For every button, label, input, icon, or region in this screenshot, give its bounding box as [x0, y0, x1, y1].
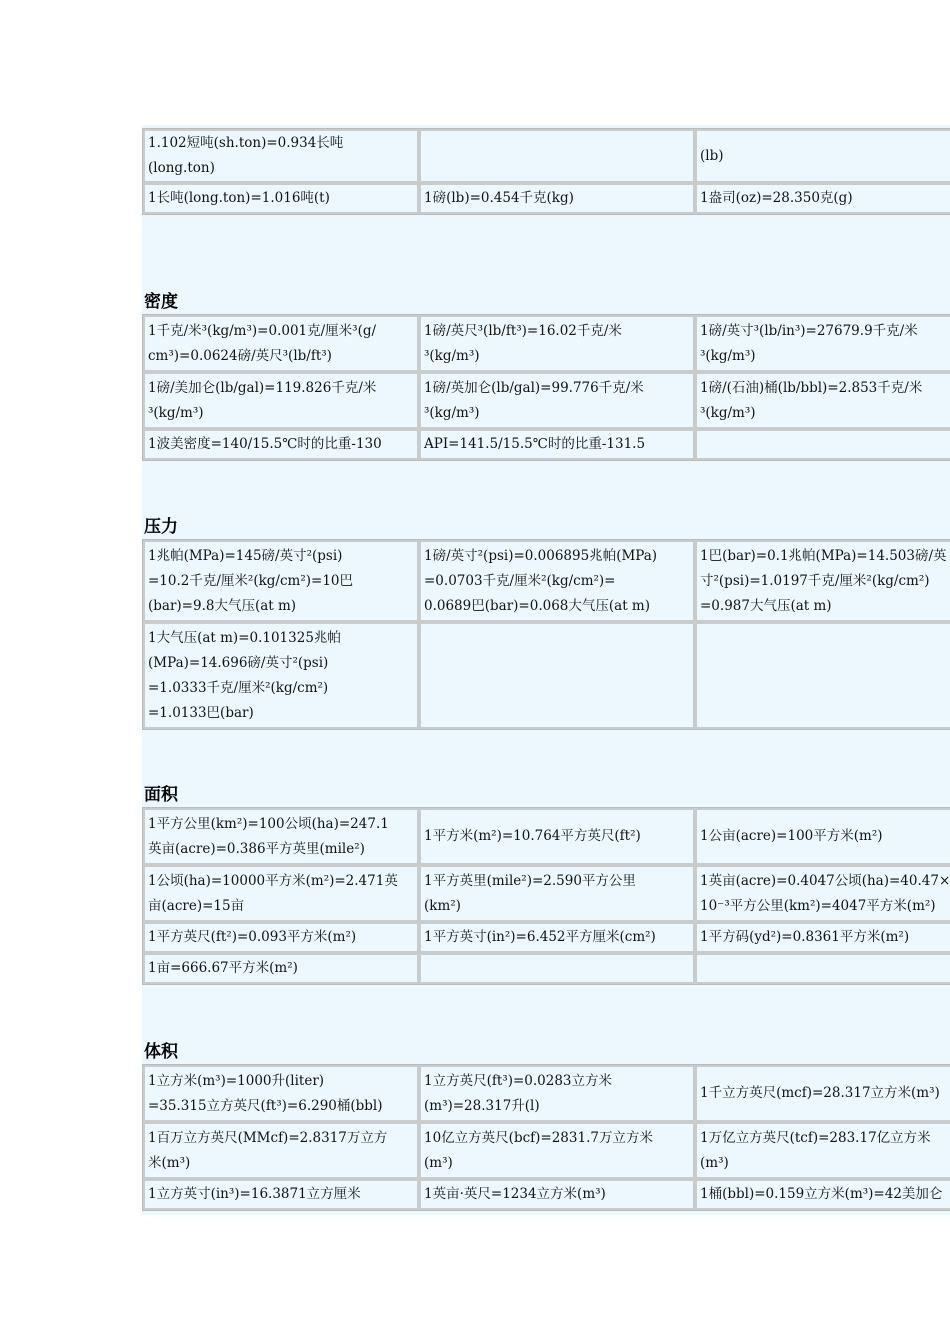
table-row — [143, 183, 950, 214]
table-cell: 1波美密度=140/15.5℃时的比重-130 — [143, 429, 419, 460]
volume-table — [142, 1064, 950, 1211]
table-cell: 1巴(bar)=0.1兆帕(MPa)=14.503磅/英 寸²(psi)=1.0197千克/厘米²(kg/cm²) =0.987大气压(at m) — [695, 540, 950, 622]
table-row — [143, 865, 950, 922]
table-cell — [695, 622, 950, 729]
table-cell: 10亿立方英尺(bcf)=2831.7万立方米 (m³) — [419, 1122, 695, 1179]
table-cell: 1平方英尺(ft²)=0.093平方米(m²) — [143, 922, 419, 953]
table-row — [143, 540, 950, 622]
area-heading: 面积 — [144, 785, 178, 805]
table-row — [143, 808, 950, 865]
area-table — [142, 807, 950, 985]
table-cell: 1公顷(ha)=10000平方米(m²)=2.471英 亩(acre)=15亩 — [143, 865, 419, 922]
table-row — [143, 922, 950, 953]
table-cell — [419, 953, 695, 984]
table-row — [143, 315, 950, 372]
table-row — [143, 129, 950, 183]
table-cell: 1千克/米³(kg/m³)=0.001克/厘米³(g/ cm³)=0.0624磅/英尺³(lb/ft³) — [143, 315, 419, 372]
table-cell: 1平方码(yd²)=0.8361平方米(m²) — [695, 922, 950, 953]
table-cell: (lb) — [695, 129, 950, 183]
table-row — [143, 622, 950, 729]
table-cell: 1磅/英加仑(lb/gal)=99.776千克/米 ³(kg/m³) — [419, 372, 695, 429]
table-cell: 1平方英寸(in²)=6.452平方厘米(cm²) — [419, 922, 695, 953]
table-cell — [419, 622, 695, 729]
table-row — [143, 1179, 950, 1210]
table-cell: 1兆帕(MPa)=145磅/英寸²(psi) =10.2千克/厘米²(kg/cm²)=10巴 (bar)=9.8大气压(at m) — [143, 540, 419, 622]
table-row — [143, 429, 950, 460]
mass-table — [142, 128, 950, 215]
conversion-document — [142, 125, 950, 1215]
table-cell — [695, 953, 950, 984]
table-row — [143, 1065, 950, 1122]
pressure-heading: 压力 — [144, 517, 178, 537]
table-cell: 1平方公里(km²)=100公顷(ha)=247.1 英亩(acre)=0.386平方英里(mile²) — [143, 808, 419, 865]
table-cell: 1平方英里(mile²)=2.590平方公里 (km²) — [419, 865, 695, 922]
table-cell: 1立方米(m³)=1000升(liter) =35.315立方英尺(ft³)=6.290桶(bbl) — [143, 1065, 419, 1122]
table-row — [143, 1122, 950, 1179]
mass-section — [142, 128, 950, 215]
table-cell: 1磅/英尺³(lb/ft³)=16.02千克/米 ³(kg/m³) — [419, 315, 695, 372]
density-heading: 密度 — [144, 292, 178, 312]
table-cell: 1百万立方英尺(MMcf)=2.8317万立方 米(m³) — [143, 1122, 419, 1179]
volume-heading: 体积 — [144, 1042, 178, 1062]
table-cell: 1磅/(石油)桶(lb/bbl)=2.853千克/米 ³(kg/m³) — [695, 372, 950, 429]
table-cell: 1磅/英寸³(lb/in³)=27679.9千克/米 ³(kg/m³) — [695, 315, 950, 372]
table-cell: 1磅/美加仑(lb/gal)=119.826千克/米 ³(kg/m³) — [143, 372, 419, 429]
table-cell: 1磅/英寸²(psi)=0.006895兆帕(MPa) =0.0703千克/厘米²(kg/cm²)= 0.0689巴(bar)=0.068大气压(at m) — [419, 540, 695, 622]
table-cell: 1.102短吨(sh.ton)=0.934长吨 (long.ton) — [143, 129, 419, 183]
table-cell: 1长吨(long.ton)=1.016吨(t) — [143, 183, 419, 214]
table-cell: 1大气压(at m)=0.101325兆帕 (MPa)=14.696磅/英寸²(psi) =1.0333千克/厘米²(kg/cm²) =1.0133巴(bar) — [143, 622, 419, 729]
table-cell: 1英亩·英尺=1234立方米(m³) — [419, 1179, 695, 1210]
table-cell: 1万亿立方英尺(tcf)=283.17亿立方米 (m³) — [695, 1122, 950, 1179]
pressure-table — [142, 539, 950, 730]
table-cell: 1立方英尺(ft³)=0.0283立方米 (m³)=28.317升(l) — [419, 1065, 695, 1122]
table-cell: 1磅(lb)=0.454千克(kg) — [419, 183, 695, 214]
table-cell: 1桶(bbl)=0.159立方米(m³)=42美加仑 — [695, 1179, 950, 1210]
density-table — [142, 314, 950, 461]
table-cell: 1英亩(acre)=0.4047公顷(ha)=40.47× 10⁻³平方公里(km²)=4047平方米(m²) — [695, 865, 950, 922]
table-cell: 1公亩(acre)=100平方米(m²) — [695, 808, 950, 865]
table-cell — [695, 429, 950, 460]
table-row — [143, 372, 950, 429]
table-cell: 1平方米(m²)=10.764平方英尺(ft²) — [419, 808, 695, 865]
table-cell: 1盎司(oz)=28.350克(g) — [695, 183, 950, 214]
table-cell — [419, 129, 695, 183]
table-cell: API=141.5/15.5℃时的比重-131.5 — [419, 429, 695, 460]
table-row — [143, 953, 950, 984]
table-cell: 1亩=666.67平方米(m²) — [143, 953, 419, 984]
table-cell: 1立方英寸(in³)=16.3871立方厘米 — [143, 1179, 419, 1210]
table-cell: 1千立方英尺(mcf)=28.317立方米(m³) — [695, 1065, 950, 1122]
